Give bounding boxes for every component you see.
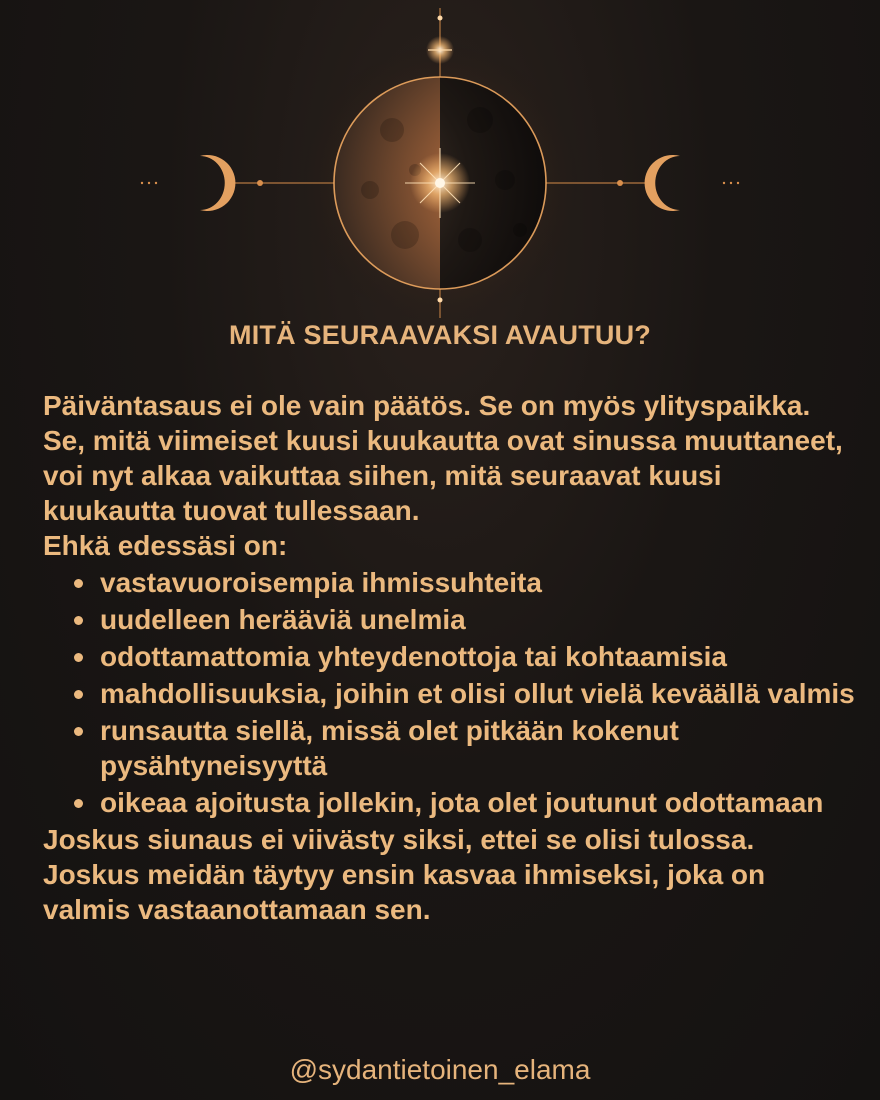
list-item: vastavuoroisempia ihmissuhteita — [100, 565, 858, 600]
body-text — [43, 388, 858, 927]
closing-paragraph: Joskus siunaus ei viivästy siksi, ettei se olisi tulossa. Joskus meidän täytyy ensin kasvaa ihmiseksi, joka on valmis vastaanottamaan sen. — [43, 824, 766, 925]
waxing-crescent-icon — [200, 155, 235, 211]
list-item: oikeaa ajoitusta jollekin, jota olet joutunut odottamaan — [100, 785, 858, 820]
possibilities-list — [43, 565, 858, 820]
moon-equinox-illustration — [0, 0, 880, 320]
account-handle: @sydantietoinen_elama — [289, 1054, 591, 1085]
list-intro: Ehkä edessäsi on: — [43, 530, 288, 561]
list-item: uudelleen herääviä unelmia — [100, 602, 858, 637]
intro-paragraph: Päiväntasaus ei ole vain päätös. Se on myös ylityspaikka. Se, mitä viimeiset kuusi kuukautta ovat sinussa muuttaneet, voi nyt alkaa vaikuttaa siihen, mitä seuraavat kuusi kuukautta tuovat tullessaan. — [43, 390, 843, 526]
waning-crescent-icon — [645, 155, 680, 211]
list-item: odottamattomia yhteydenottoja tai kohtaamisia — [100, 639, 858, 674]
page-title: MITÄ SEURAAVAKSI AVAUTUU? — [229, 320, 651, 350]
list-item: runsautta siellä, missä olet pitkään kokenut pysähtyneisyyttä — [100, 713, 858, 783]
list-item: mahdollisuuksia, joihin et olisi ollut vielä keväällä valmis — [100, 676, 858, 711]
